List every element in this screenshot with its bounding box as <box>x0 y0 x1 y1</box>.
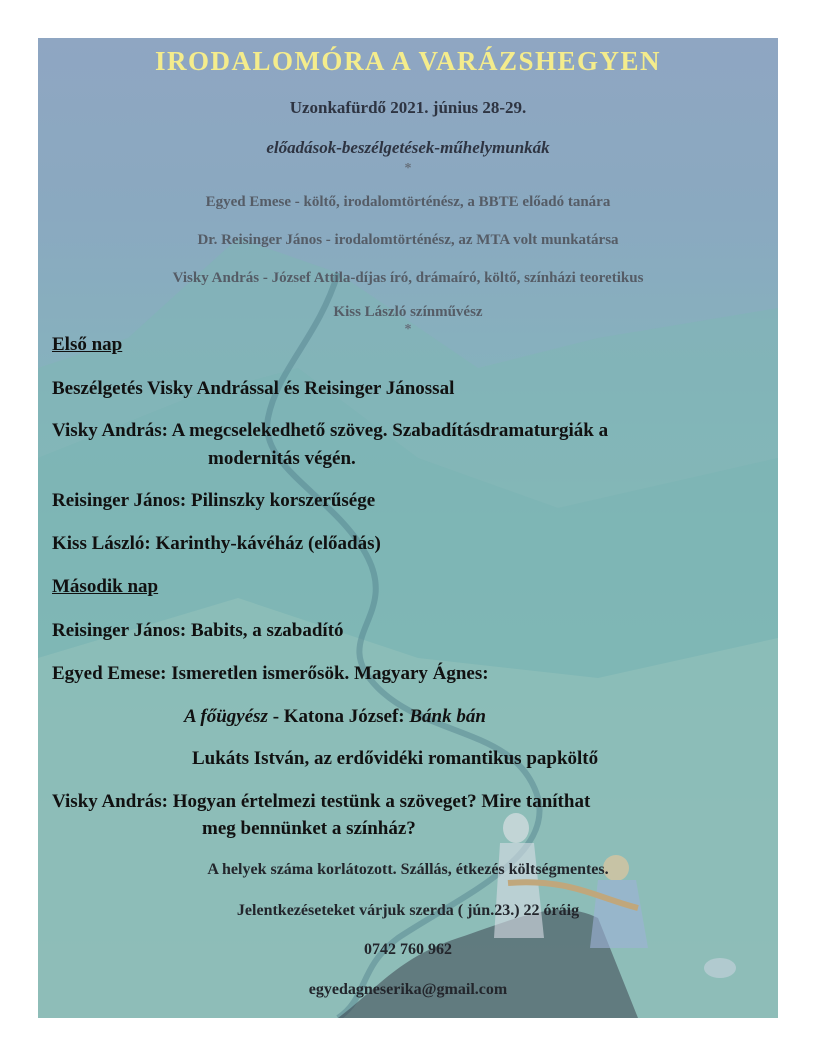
day1-item-3: Reisinger János: Pilinszky korszerűsége <box>52 490 376 511</box>
day2-visky-1: Visky András: Hogyan értelmezi testünk a szöveget? Mire taníthat <box>52 791 591 812</box>
separator-star: * <box>404 161 412 176</box>
day1-item-1: Beszélgetés Visky Andrással és Reisinger Jánossal <box>52 378 455 399</box>
separator-star-2: * <box>404 322 412 337</box>
event-title: IRODALOMÓRA A VARÁZSHEGYEN <box>154 46 662 76</box>
email-address[interactable]: egyedagneserika@gmail.com <box>308 981 508 998</box>
day2-heading: Második nap <box>52 576 159 597</box>
event-subtitle: előadások-beszélgetések-műhelymunkák <box>266 138 550 157</box>
day2-item-1: Reisinger János: Babits, a szabadító <box>52 620 344 641</box>
place-date: Uzonkafürdő 2021. június 28-29. <box>289 98 527 117</box>
registration-note: Jelentkezéseteket várjuk szerda ( jún.23.) 22 óráig <box>236 902 580 919</box>
poster <box>38 38 778 1018</box>
day1-heading: Első nap <box>52 334 123 355</box>
limited-places-note: A helyek száma korlátozott. Szállás, étkezés költségmentes. <box>207 861 609 878</box>
day1-item-2: Visky András: A megcselekedhető szöveg. Szabadításdramaturgiák a <box>52 420 609 441</box>
day1-item-4: Kiss László: Karinthy-kávéház (előadás) <box>52 533 381 554</box>
day2-item-2: Egyed Emese: Ismeretlen ismerősök. Magyary Ágnes: <box>52 663 489 684</box>
speaker-kiss: Kiss László színművész <box>333 304 483 320</box>
day2-visky-2: meg bennünket a színház? <box>202 818 416 839</box>
speaker-egyed: Egyed Emese - költő, irodalomtörténész, a BBTE előadó tanára <box>205 194 611 210</box>
day1-item-2-cont: modernitás végén. <box>208 448 356 469</box>
speaker-visky: Visky András - József Attila-díjas író, drámaíró, költő, színházi teoretikus <box>172 270 644 286</box>
day2-lukats: Lukáts István, az erdővidéki romantikus papköltő <box>192 748 599 769</box>
speaker-reisinger: Dr. Reisinger János - irodalomtörténész, az MTA volt munkatársa <box>197 232 619 248</box>
phone-number: 0742 760 962 <box>364 941 452 958</box>
day2-bank-ban: A főügyész - Katona József: Bánk bán <box>184 706 486 727</box>
